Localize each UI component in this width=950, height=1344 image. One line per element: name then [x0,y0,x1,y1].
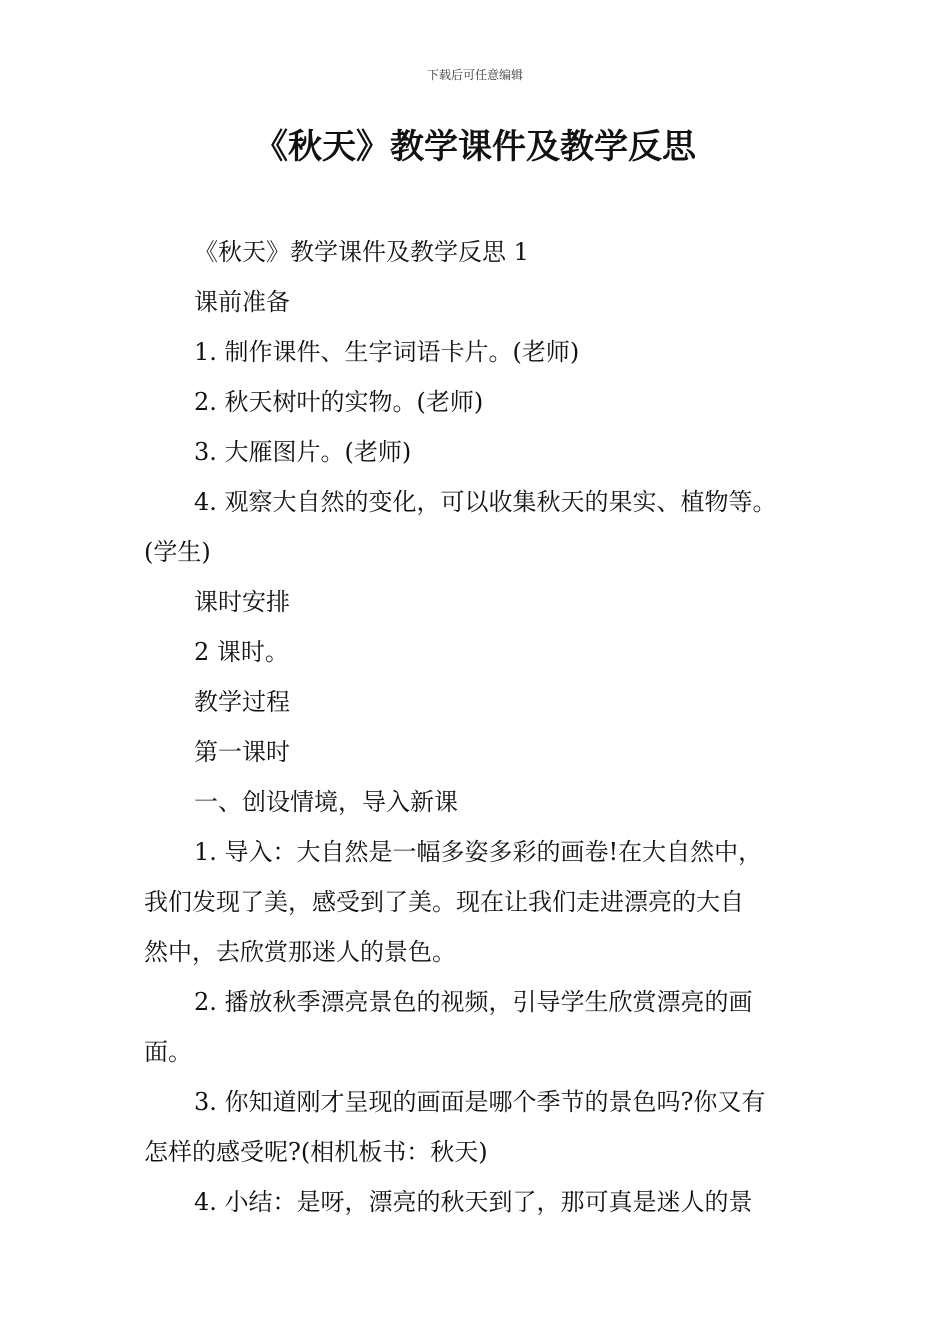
paragraph-line: (学生) [144,538,211,566]
paragraph-line: 3. 你知道刚才呈现的画面是哪个季节的景色吗?你又有 [194,1088,766,1116]
paragraph-line: 我们发现了美，感受到了美。现在让我们走进漂亮的大自 [144,888,744,916]
paragraph-line: 1. 制作课件、生字词语卡片。(老师) [194,338,580,366]
paragraph-line: 第一课时 [194,738,290,766]
paragraph-line: 然中，去欣赏那迷人的景色。 [144,938,456,966]
paragraph-line: 3. 大雁图片。(老师) [194,438,412,466]
paragraph-line: 教学过程 [194,688,290,716]
paragraph-line: 一、创设情境，导入新课 [194,788,458,816]
paragraph-line: 4. 观察大自然的变化，可以收集秋天的果实、植物等。 [194,488,777,516]
paragraph-line: 面。 [144,1038,192,1066]
paragraph-line: 2. 秋天树叶的实物。(老师) [194,388,484,416]
document-body [144,227,824,1227]
paragraph-line: 2. 播放秋季漂亮景色的视频，引导学生欣赏漂亮的画 [194,988,753,1016]
paragraph-line: 课时安排 [194,588,290,616]
paragraph-line: 2 课时。 [194,638,289,666]
header-note: 下载后可任意编辑 [426,68,523,82]
paragraph-line: 4. 小结：是呀，漂亮的秋天到了，那可真是迷人的景 [194,1188,753,1216]
paragraph-line: 课前准备 [194,288,290,316]
paragraph-line: 怎样的感受呢?(相机板书：秋天) [144,1138,488,1166]
paragraph-line: 1. 导入：大自然是一幅多姿多彩的画卷!在大自然中， [194,838,763,866]
document-title: 《秋天》教学课件及教学反思 [254,127,696,167]
paragraph-line: 《秋天》教学课件及教学反思 1 [194,238,529,266]
